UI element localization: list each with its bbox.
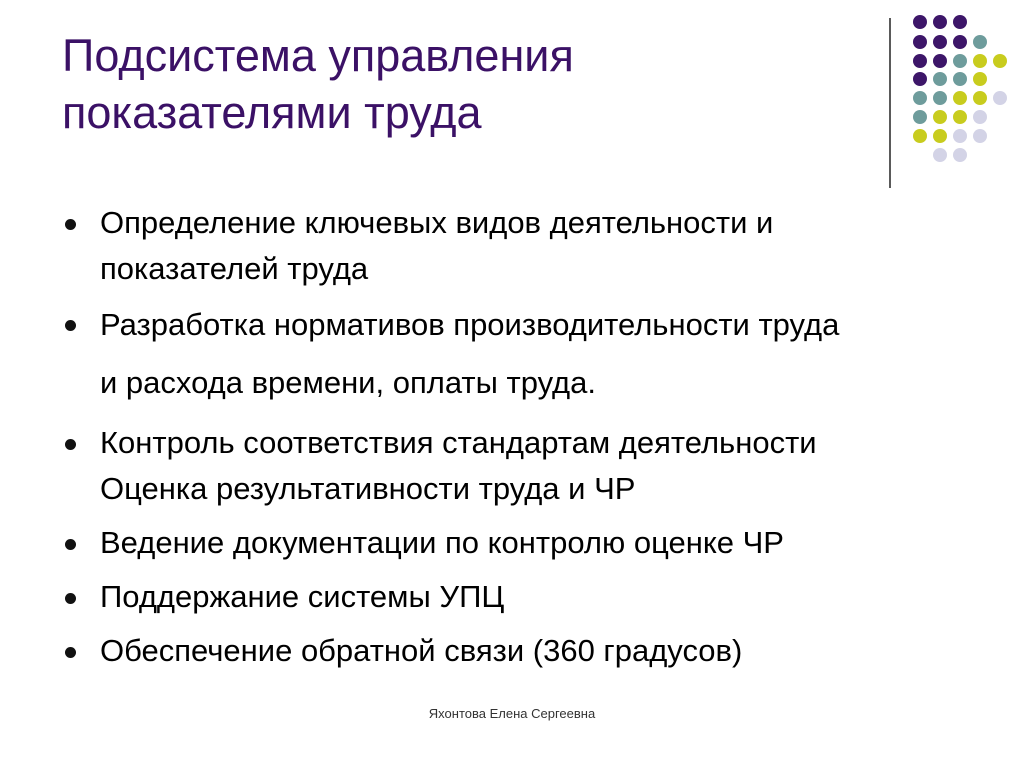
decorative-dot: [953, 35, 967, 49]
bullet-3-line-1: Контроль соответствия стандартам деятельности: [100, 425, 817, 460]
vertical-divider: [889, 18, 891, 188]
decorative-dot: [933, 35, 947, 49]
decorative-dot: [933, 15, 947, 29]
bullet-item-4: [60, 520, 1000, 566]
bullet-1-line-1: Определение ключевых видов деятельности и: [100, 205, 774, 240]
slide-title: [62, 27, 862, 141]
bullet-item-6: [60, 628, 1000, 674]
decorative-dot: [953, 15, 967, 29]
decorative-dot: [913, 110, 927, 124]
decorative-dot: [933, 72, 947, 86]
bullet-2-line-2: и расхода времени, оплаты труда.: [100, 365, 596, 400]
bullet-marker: [65, 539, 76, 550]
decorative-dot: [993, 91, 1007, 105]
bullet-4-line-1: Ведение документации по контролю оценке ЧР: [100, 525, 784, 560]
decorative-dot: [973, 72, 987, 86]
decorative-dot: [973, 91, 987, 105]
decorative-dot: [933, 148, 947, 162]
bullet-2-line-1: Разработка нормативов производительности труда: [100, 307, 840, 342]
decorative-dot: [973, 35, 987, 49]
decorative-dot: [973, 110, 987, 124]
decorative-dot: [953, 129, 967, 143]
title-line-2: показателями труда: [62, 87, 482, 138]
decorative-dot: [933, 54, 947, 68]
bullet-list: [60, 200, 1000, 682]
decorative-dot: [993, 54, 1007, 68]
decorative-dot: [953, 72, 967, 86]
bullet-5-line-1: Поддержание системы УПЦ: [100, 579, 505, 614]
decorative-dot: [953, 110, 967, 124]
decorative-dot: [913, 35, 927, 49]
decorative-dot: [913, 72, 927, 86]
decorative-dot: [973, 54, 987, 68]
decorative-dot: [973, 129, 987, 143]
bullet-item-5: [60, 574, 1000, 620]
bullet-marker: [65, 439, 76, 450]
decorative-dot: [913, 91, 927, 105]
decorative-dot: [933, 129, 947, 143]
bullet-marker: [65, 593, 76, 604]
bullet-item-2: [60, 296, 1000, 412]
decorative-dot: [953, 54, 967, 68]
bullet-6-line-1: Обеспечение обратной связи (360 градусов): [100, 633, 743, 668]
decorative-dot: [933, 91, 947, 105]
decorative-dot: [913, 54, 927, 68]
bullet-marker: [65, 219, 76, 230]
bullet-1-line-2: показателей труда: [100, 251, 369, 286]
decorative-dot: [913, 129, 927, 143]
bullet-item-1: [60, 200, 1000, 292]
footer-author: Яхонтова Елена Сергеевна: [428, 706, 596, 721]
decorative-dot: [913, 15, 927, 29]
decorative-dot: [933, 110, 947, 124]
decorative-dot: [953, 148, 967, 162]
bullet-item-3: [60, 420, 1000, 512]
title-line-1: Подсистема управления: [62, 30, 574, 81]
bullet-marker: [65, 320, 76, 331]
bullet-3-line-2: Оценка результативности труда и ЧР: [100, 471, 636, 506]
decorative-dot: [953, 91, 967, 105]
bullet-marker: [65, 647, 76, 658]
